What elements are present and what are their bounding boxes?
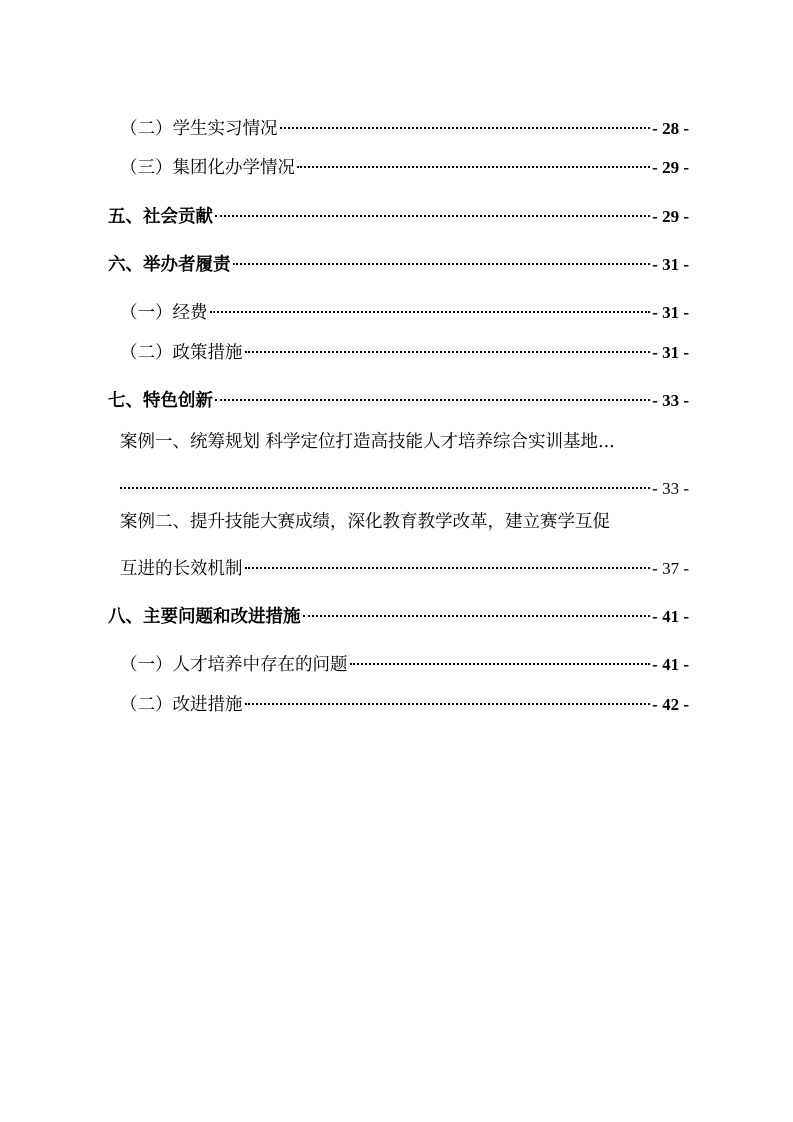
toc-entry-social-contribution[interactable] [108, 198, 689, 229]
toc-page-number: - 37 - [652, 559, 689, 578]
toc-leader-dots [245, 686, 651, 710]
toc-page-number: - 33 - [652, 479, 689, 498]
toc-leader-dots [120, 470, 650, 494]
toc-leader-dots [215, 198, 650, 222]
toc-entry-case-two-line2[interactable] [120, 550, 689, 581]
toc-page-number: - 28 - [652, 119, 689, 138]
toc-entry-problems-improvements[interactable] [108, 598, 689, 629]
toc-leader-dots [215, 382, 650, 406]
toc-page-number: - 41 - [652, 607, 689, 626]
toc-page-number: - 33 - [652, 391, 689, 410]
toc-entry-case-one-line2[interactable] [120, 470, 689, 501]
toc-entry-title: （二）改进措施 [120, 695, 243, 715]
toc-entry-title: （二）学生实习情况 [120, 119, 278, 139]
toc-entry-featured-innovation[interactable] [108, 382, 689, 413]
toc-leader-dots [280, 110, 651, 134]
toc-entry-title: （一）经费 [120, 303, 208, 323]
toc-leader-dots [233, 246, 651, 270]
toc-entry-title: （二）政策措施 [120, 343, 243, 363]
toc-page-number: - 41 - [652, 655, 689, 674]
toc-page-number: - 29 - [652, 207, 689, 226]
toc-leader-dots [303, 598, 651, 622]
toc-leader-dots [350, 646, 651, 670]
toc-entry-case-one-line1[interactable]: 案例一、统筹规划 科学定位打造高技能人才培养综合实训基地... [120, 432, 615, 452]
toc-page-number: - 29 - [652, 158, 689, 177]
toc-page-number: - 31 - [652, 255, 689, 274]
toc-entry-title: 八、主要问题和改进措施 [108, 607, 301, 627]
toc-leader-dots [297, 149, 650, 173]
toc-entry-policy-measures[interactable] [120, 334, 689, 365]
toc-page-number: - 31 - [652, 303, 689, 322]
toc-leader-dots [210, 294, 651, 318]
toc-entry-title: 五、社会贡献 [108, 207, 213, 227]
toc-entry-title: 互进的长效机制 [120, 559, 243, 579]
toc-entry-case-two-line1[interactable]: 案例二、提升技能大赛成绩，深化教育教学改革，建立赛学互促 [120, 512, 610, 532]
toc-entry-title: （一）人才培养中存在的问题 [120, 655, 348, 675]
toc-entry-title: 七、特色创新 [108, 391, 213, 411]
toc-entry-sponsor-duties[interactable] [108, 246, 689, 277]
toc-page-number: - 31 - [652, 343, 689, 362]
toc-entry-student-internship[interactable] [120, 110, 689, 141]
toc-entry-title: 六、举办者履责 [108, 255, 231, 275]
toc-entry-title: （三）集团化办学情况 [120, 158, 295, 178]
toc-leader-dots [245, 550, 651, 574]
toc-leader-dots [245, 334, 651, 358]
toc-entry-training-problems[interactable] [120, 646, 689, 677]
toc-entry-group-schooling[interactable] [120, 149, 689, 180]
toc-entry-funding[interactable] [120, 294, 689, 325]
toc-page-number: - 42 - [652, 695, 689, 714]
toc-entry-improvement-measures[interactable] [120, 686, 689, 717]
